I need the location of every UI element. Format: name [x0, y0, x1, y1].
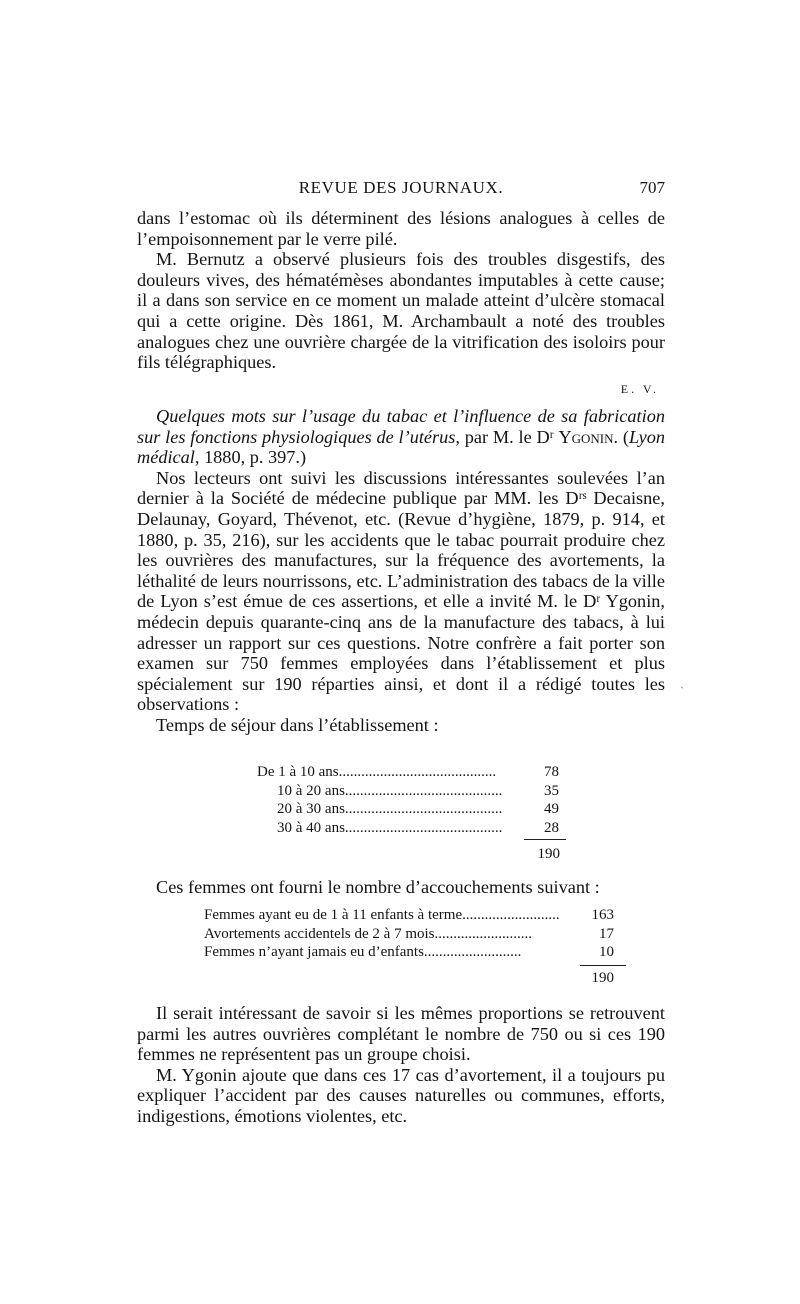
running-header	[137, 178, 665, 202]
row-label: De 1 à 10 ans..........................................	[257, 764, 497, 780]
previous-article-end	[137, 208, 665, 399]
table-row	[257, 782, 559, 801]
table-total: 190	[591, 970, 614, 986]
table-row	[204, 906, 614, 925]
closing-paragraphs	[137, 1003, 665, 1127]
paragraph-births	[137, 877, 665, 898]
paragraph-intro: Nos lecteurs ont suivi les discussions intéressantes soulevées l’an dernier à la Société de médecine publique par MM. les Dʳˢ Decaisne, Delaunay, Goyard, Thévenot, etc. (Revue d’hygiène, 1879, p. 914, et 1880, p. 35, 216), sur les accidents que le tabac pourrait produire chez les ouvrières des manufactures, sur la fréquence des avortements, la léthalité de leurs nourrissons, etc. L’administration des tabacs de la ville de Lyon s’est émue de ces assertions, et elle a invité M. le Dʳ Ygonin, médecin depuis quarante-cinq ans de la manufacture des tabacs, à lui adresser un rapport sur ces questions. Notre confrère a fait porter son examen sur 750 femmes employées dans l’établissement et plus spécialement sur 190 réparties ainsi, et dont il a rédigé toutes les observations :	[137, 467, 665, 715]
paragraph-conclusion: M. Ygonin ajoute que dans ces 17 cas d’avortement, il a toujours pu expliquer l’accident par des causes naturelles ou communes, efforts, indigestions, émotions violentes, etc.	[137, 1064, 665, 1126]
table-time-of-stay	[257, 763, 559, 837]
table-row	[204, 943, 614, 962]
paragraph-bernutz: M. Bernutz a observé plusieurs fois des troubles disgestifs, des douleurs vives, des hématémèses abondantes imputables à cette cause; il a dans son service en ce moment un malade atteint d’ulcère stomacal qui a cette origine. Dès 1861, M. Archambault a noté des troubles analogues chez une ouvrière chargée de la vitrification des isoloirs pour fils télégraphiques.	[137, 249, 665, 373]
table-row	[204, 925, 614, 944]
row-label: Avortements accidentels de 2 à 7 mois..........................	[204, 925, 532, 942]
row-label: Femmes ayant eu de 1 à 11 enfants à terme..........................	[204, 907, 560, 923]
row-label: 10 à 20 ans..........................................	[277, 782, 503, 799]
total-rule	[580, 965, 626, 966]
page-number: 707	[639, 178, 665, 197]
paragraph-continuation: dans l’estomac où ils déterminent des lésions analogues à celles de l’empoisonnement par le verre pilé.	[137, 208, 665, 249]
article-byline: par M. le Dʳ	[459, 426, 559, 447]
row-value: 35	[544, 782, 559, 799]
article-title: Quelques mots sur l’usage du tabac et l’influence de sa fabrication sur les fonctions physiologiques de l’utérus,	[137, 406, 665, 447]
row-value: 163	[591, 907, 614, 923]
row-label: 20 à 30 ans..........................................	[277, 801, 503, 818]
table-row	[257, 819, 559, 838]
table-row	[257, 763, 559, 782]
table-total: 190	[537, 846, 560, 862]
article-author: Ygonin	[558, 426, 614, 447]
article-heading	[137, 406, 665, 468]
row-value: 10	[599, 944, 614, 961]
source-open: . (	[613, 426, 629, 447]
article-body	[137, 406, 665, 736]
paragraph-proportions: Il serait intéressant de savoir si les mêmes proportions se retrouvent parmi les autres ouvrières complétant le nombre de 750 ou si ces 190 femmes ne représentent pas un groupe choisi.	[137, 1003, 665, 1065]
source-journal: Lyon médical,	[137, 426, 666, 468]
paragraph-births-text: Ces femmes ont fourni le nombre d’accouchements suivant :	[156, 877, 600, 897]
total-rule	[524, 839, 566, 840]
row-value: 78	[544, 764, 559, 780]
table-births	[204, 906, 614, 962]
paragraph-table-caption: Temps de séjour dans l’établissement :	[156, 714, 439, 735]
row-value: 49	[544, 801, 559, 818]
row-value: 28	[544, 819, 559, 836]
author-initials: E. V.	[620, 381, 659, 396]
table-row	[257, 800, 559, 819]
row-label: 30 à 40 ans..........................................	[277, 819, 503, 836]
source-reference: 1880, p. 397.)	[199, 447, 307, 468]
running-title: REVUE DES JOURNAUX.	[298, 178, 504, 197]
row-label: Femmes n’ayant jamais eu d’enfants..........................	[204, 944, 522, 961]
margin-speck: `	[680, 684, 684, 698]
row-value: 17	[599, 925, 614, 942]
